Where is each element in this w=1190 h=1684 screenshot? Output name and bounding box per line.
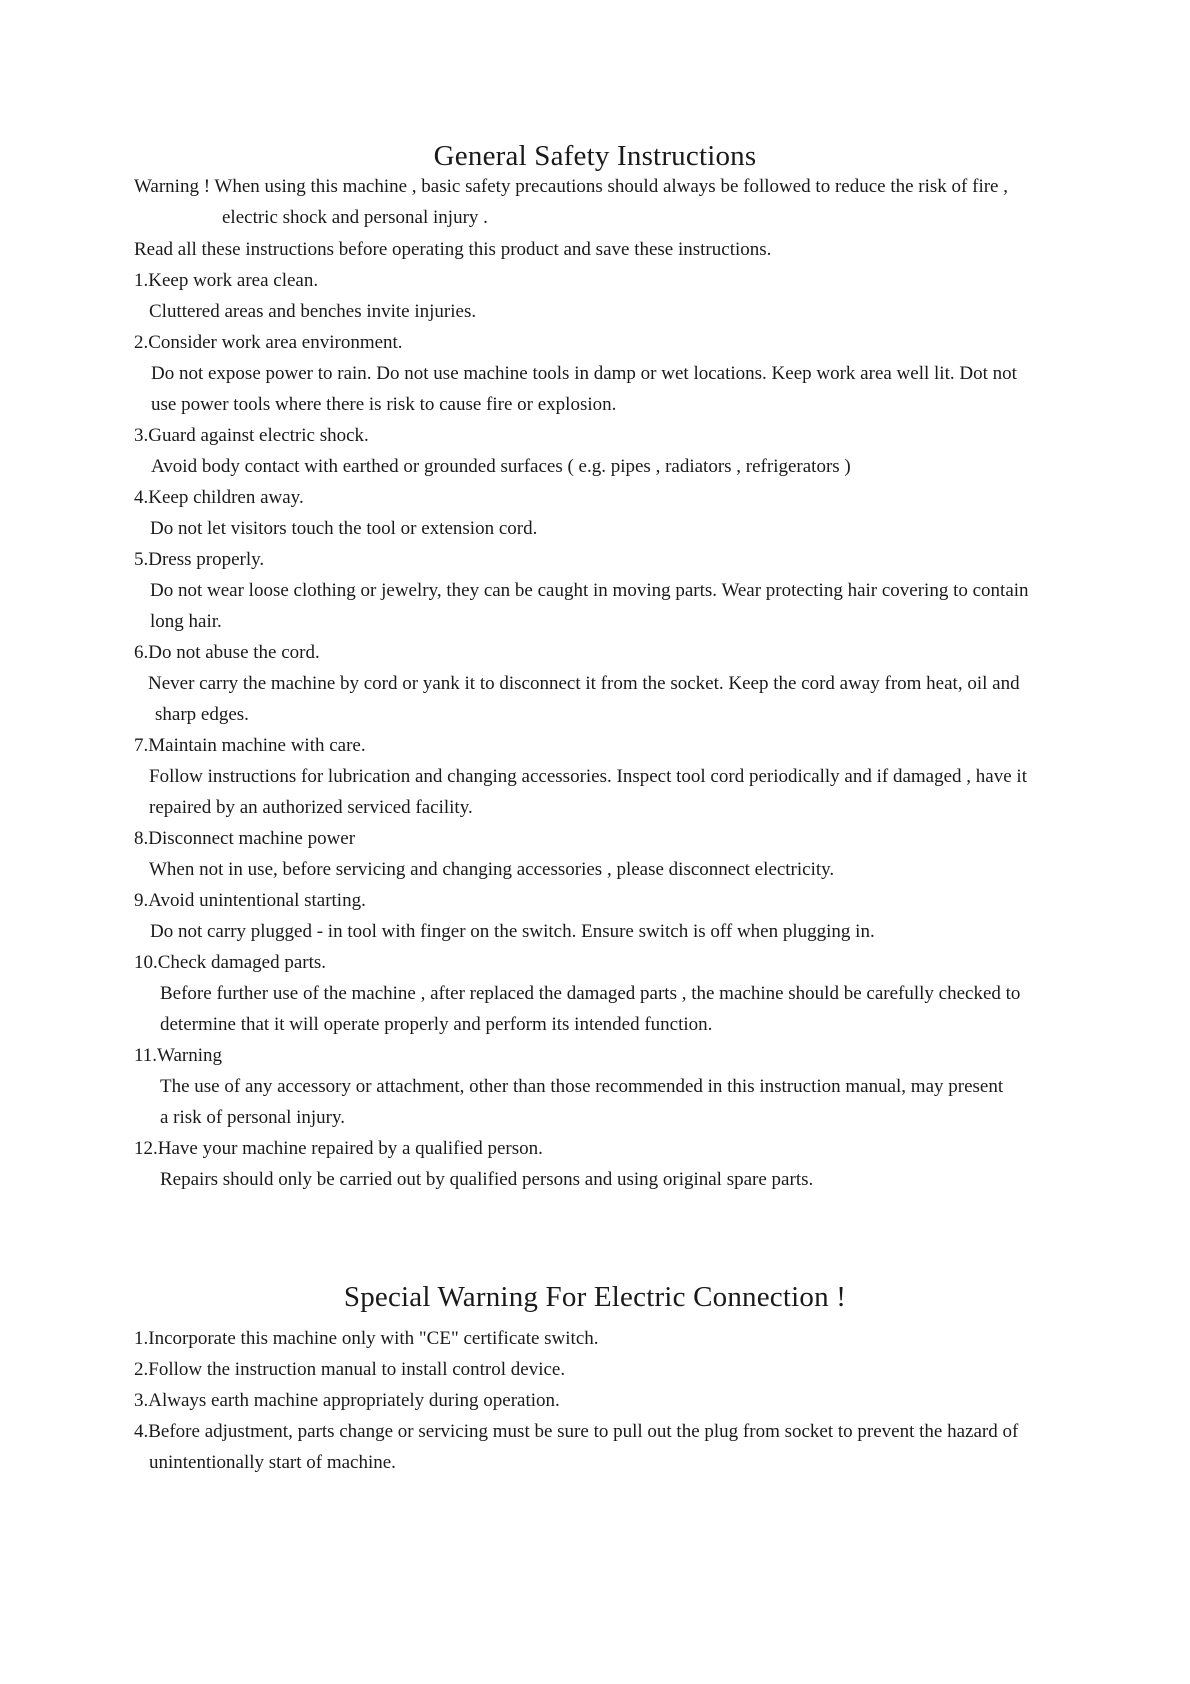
- item-2-text-line-2: use power tools where there is risk to cause fire or explosion.: [151, 394, 617, 415]
- item-3-text: Avoid body contact with earthed or grounded surfaces ( e.g. pipes , radiators , refrigerators ): [151, 456, 851, 477]
- special-item-4-line-1: 4.Before adjustment, parts change or servicing must be sure to pull out the plug from socket to prevent the hazard of: [134, 1421, 1019, 1442]
- item-4-text: Do not let visitors touch the tool or extension cord.: [150, 518, 538, 539]
- item-10-text-line-1: Before further use of the machine , after replaced the damaged parts , the machine should be carefully checked to: [160, 983, 1021, 1004]
- item-1-heading: 1.Keep work area clean.: [134, 270, 319, 291]
- item-6-heading: 6.Do not abuse the cord.: [134, 642, 320, 663]
- item-9-text: Do not carry plugged - in tool with finger on the switch. Ensure switch is off when plugging in.: [150, 921, 875, 942]
- item-7-text-line-1: Follow instructions for lubrication and changing accessories. Inspect tool cord periodically and if damaged , have it: [149, 766, 1027, 787]
- item-5-text-line-2: long hair.: [150, 611, 222, 632]
- special-item-4-line-2: unintentionally start of machine.: [149, 1452, 396, 1473]
- item-6-text-line-2: sharp edges.: [155, 704, 249, 725]
- item-7-heading: 7.Maintain machine with care.: [134, 735, 366, 756]
- special-item-1: 1.Incorporate this machine only with "CE" certificate switch.: [134, 1328, 599, 1349]
- item-8-text: When not in use, before servicing and changing accessories , please disconnect electricity.: [149, 859, 835, 880]
- read-instructions-line: Read all these instructions before operating this product and save these instructions.: [134, 239, 772, 260]
- warning-intro-line-2: electric shock and personal injury .: [222, 207, 488, 228]
- item-2-text-line-1: Do not expose power to rain. Do not use machine tools in damp or wet locations. Keep work area well lit. Dot not: [151, 363, 1017, 384]
- item-11-heading: 11.Warning: [134, 1045, 222, 1066]
- special-warning-title: Special Warning For Electric Connection !: [343, 1281, 847, 1313]
- item-11-text-line-2: a risk of personal injury.: [160, 1107, 346, 1128]
- item-1-text: Cluttered areas and benches invite injuries.: [149, 301, 477, 322]
- item-10-text-line-2: determine that it will operate properly and perform its intended function.: [160, 1014, 713, 1035]
- item-2-heading: 2.Consider work area environment.: [134, 332, 403, 353]
- warning-intro-line-1: Warning ! When using this machine , basic safety precautions should always be followed to reduce the risk of fire ,: [134, 176, 1008, 197]
- item-12-heading: 12.Have your machine repaired by a qualified person.: [134, 1138, 543, 1159]
- item-10-heading: 10.Check damaged parts.: [134, 952, 327, 973]
- item-8-heading: 8.Disconnect machine power: [134, 828, 356, 849]
- item-5-text-line-1: Do not wear loose clothing or jewelry, they can be caught in moving parts. Wear protecting hair covering to contain: [150, 580, 1029, 601]
- item-6-text-line-1: Never carry the machine by cord or yank it to disconnect it from the socket. Keep the cord away from heat, oil and: [148, 673, 1020, 694]
- item-5-heading: 5.Dress properly.: [134, 549, 265, 570]
- item-4-heading: 4.Keep children away.: [134, 487, 304, 508]
- general-safety-title: General Safety Instructions: [433, 140, 757, 172]
- item-12-text: Repairs should only be carried out by qualified persons and using original spare parts.: [160, 1169, 814, 1190]
- item-7-text-line-2: repaired by an authorized serviced facility.: [149, 797, 473, 818]
- special-item-2: 2.Follow the instruction manual to install control device.: [134, 1359, 566, 1380]
- item-9-heading: 9.Avoid unintentional starting.: [134, 890, 366, 911]
- item-11-text-line-1: The use of any accessory or attachment, other than those recommended in this instruction manual, may present: [160, 1076, 1004, 1097]
- special-item-3: 3.Always earth machine appropriately during operation.: [134, 1390, 560, 1411]
- item-3-heading: 3.Guard against electric shock.: [134, 425, 369, 446]
